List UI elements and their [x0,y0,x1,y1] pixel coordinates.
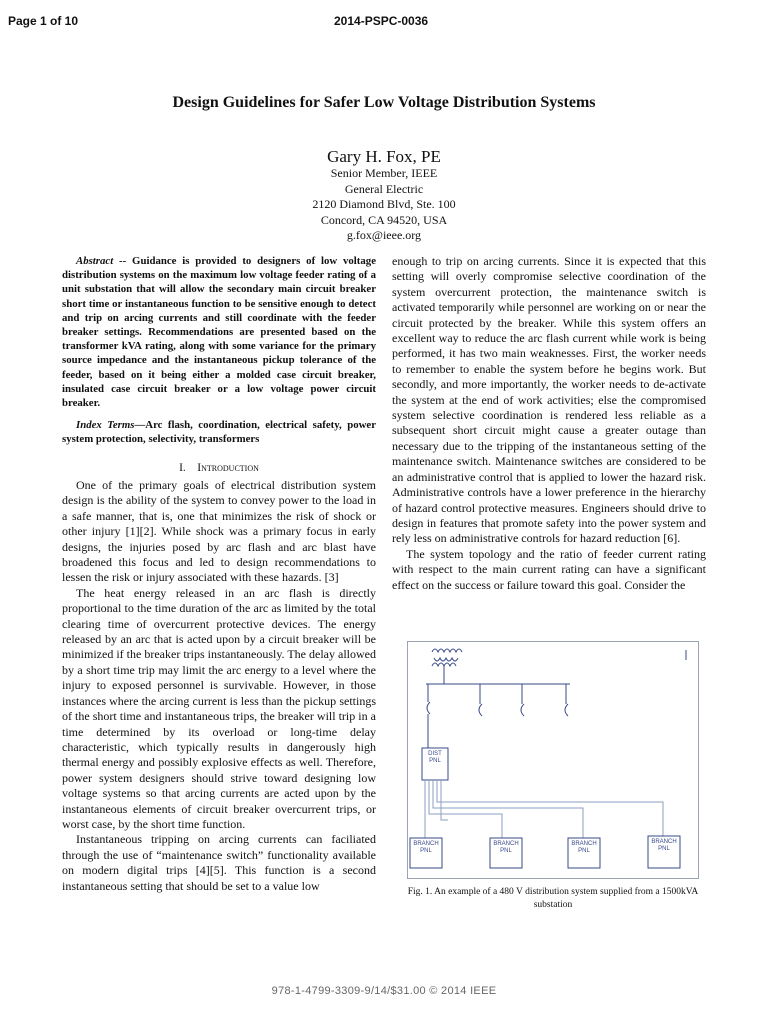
transformer-icon [432,649,462,684]
figure-1-diagram [407,641,699,879]
breaker-icon [521,684,524,716]
index-terms [62,418,376,446]
branch-panel-label: PNL [578,848,590,854]
breaker-icon [427,684,430,748]
feeder-lines [425,780,663,838]
paragraph: enough to trip on arcing currents. Since it is expected that this setting will overly compromise selective coordination of the system overcurrent protection, the maintenance switch is activated temporarily while personnel are working on or near the circuit protected by the breaker. While this system offers an excellent way to reduce the arc flash current while work is being performed, it has two main weaknesses. First, the worker needs to remember to enable the system before he begins work. But secondly, and more importantly, the worker needs to de-activate the system at the end of work activities; else the compromised system selective coordination is rendered less reliable as a subsequent short circuit might cause a greater outage than necessary due to the tripping of the instantaneous setting of the maintenance switch. Maintenance switches are considered to be an administrative control that is applied to lower the hazard risk. Administrative controls have a lower preference in the hierarchy of hazard control protective measures. Engineers should drive to design in features that promote safety into the power system and rely less on administrative controls for hazard reduction [6]. [392,254,706,546]
breaker-icon [565,684,568,716]
branch-panel-label: BRANCH [651,839,677,845]
breaker-icon [479,684,482,716]
author-affiliation [0,166,768,244]
right-column-body [392,254,706,593]
branch-panel-label: BRANCH [571,841,597,847]
document-id: 2014-PSPC-0036 [334,14,429,28]
author-name: Gary H. Fox, PE [327,147,441,166]
paragraph: The heat energy released in an arc flash is directly proportional to the time duration of the arc as limited by the total clearing time of overcurrent protective devices. The energy released by an arc that is acted upon by a circuit breaker will be minimized if the breaker trips instantaneously. The delay allowed by a short time trip may limit the arc energy to a level where the injury to exposed personnel is survivable. However, in those instances where the arcing current is less than the pickup settings of the short time and instantaneous trips, the breaker will trip in a time determined by its overload or long-time delay characteristic, which typically results in dangerously high thermal energy and possibly explosive effects as well. Therefore, power system designers should strive toward designing low voltage systems so that arcing currents are acted upon by the instantaneous elements of circuit breaker overcurrent trips, or worst case, by the short time function. [62,585,376,831]
index-terms-text: —Arc flash, coordination, electrical safety, power system protection, selectivity, transformers [62,419,376,446]
page-number: Page 1 of 10 [8,14,79,28]
dist-panel-label: PNL [429,758,441,764]
abstract [62,254,376,410]
abstract-label: Abstract [76,255,114,267]
introduction-body [62,478,376,894]
branch-panel-label: PNL [420,848,432,854]
figure-caption: Fig. 1. An example of a 480 V distribution system supplied from a 1500kVA substation [407,887,699,910]
paragraph: One of the primary goals of electrical distribution system design is the ability of the system to convey power to the load in a safe manner, that is, one that minimizes the risk of shock or other injury [1][2]. While shock was a primary focus in early designs, the injuries posed by arc flash and arc blast have broadened this focus and led to design recommendations to lessen the risk or injury associated with these hazards. [3] [62,478,376,585]
paragraph: The system topology and the ratio of feeder current rating with respect to the main current rating can have a significant effect on the success or failure toward this goal. Consider the [392,546,706,592]
affiliation-line: General Electric [344,181,424,196]
index-terms-label: Index Terms [76,419,135,431]
author-email[interactable]: g.fox@ieee.org [346,228,422,242]
section-heading [62,462,376,474]
section-title: Introduction [197,462,259,474]
branch-panel-label: BRANCH [413,841,439,847]
abstract-text: -- Guidance is provided to designers of low voltage distribution systems on the maximum low voltage feeder rating of a unit substation that will allow the secondary main circuit breaker short time or instantaneous function to be sensitive enough to detect and trip on arcing currents and still coordinate with the feeder breaker settings. Recommendations are presented based on the transformer kVA rating, along with some variance for the primary source impedance and the instantaneous pickup tolerance of the feeder, based on it being either a molded case circuit breaker, insulated case circuit breaker or a low voltage power circuit breaker. [62,255,376,410]
branch-panel-label: BRANCH [493,841,519,847]
affiliation-line: 2120 Diamond Blvd, Ste. 100 [312,197,456,211]
paragraph: Instantaneous tripping on arcing currents can faciliated through the use of “maintenance switch” functionality available on modern digital trips [4][5]. This function is a second instantaneous setting that should be set to a value low [62,832,376,893]
paper-title: Design Guidelines for Safer Low Voltage Distribution Systems [172,94,596,111]
dist-panel-label: DIST [428,751,442,757]
copyright-footer: 978-1-4799-3309-9/14/$31.00 © 2014 IEEE [271,985,497,997]
branch-panel-label: PNL [500,848,512,854]
affiliation-line: Concord, CA 94520, USA [320,212,448,227]
affiliation-line: Senior Member, IEEE [330,166,438,180]
branch-panel-label: PNL [658,846,670,852]
section-number: I. [179,462,186,474]
one-line-diagram [408,642,698,878]
